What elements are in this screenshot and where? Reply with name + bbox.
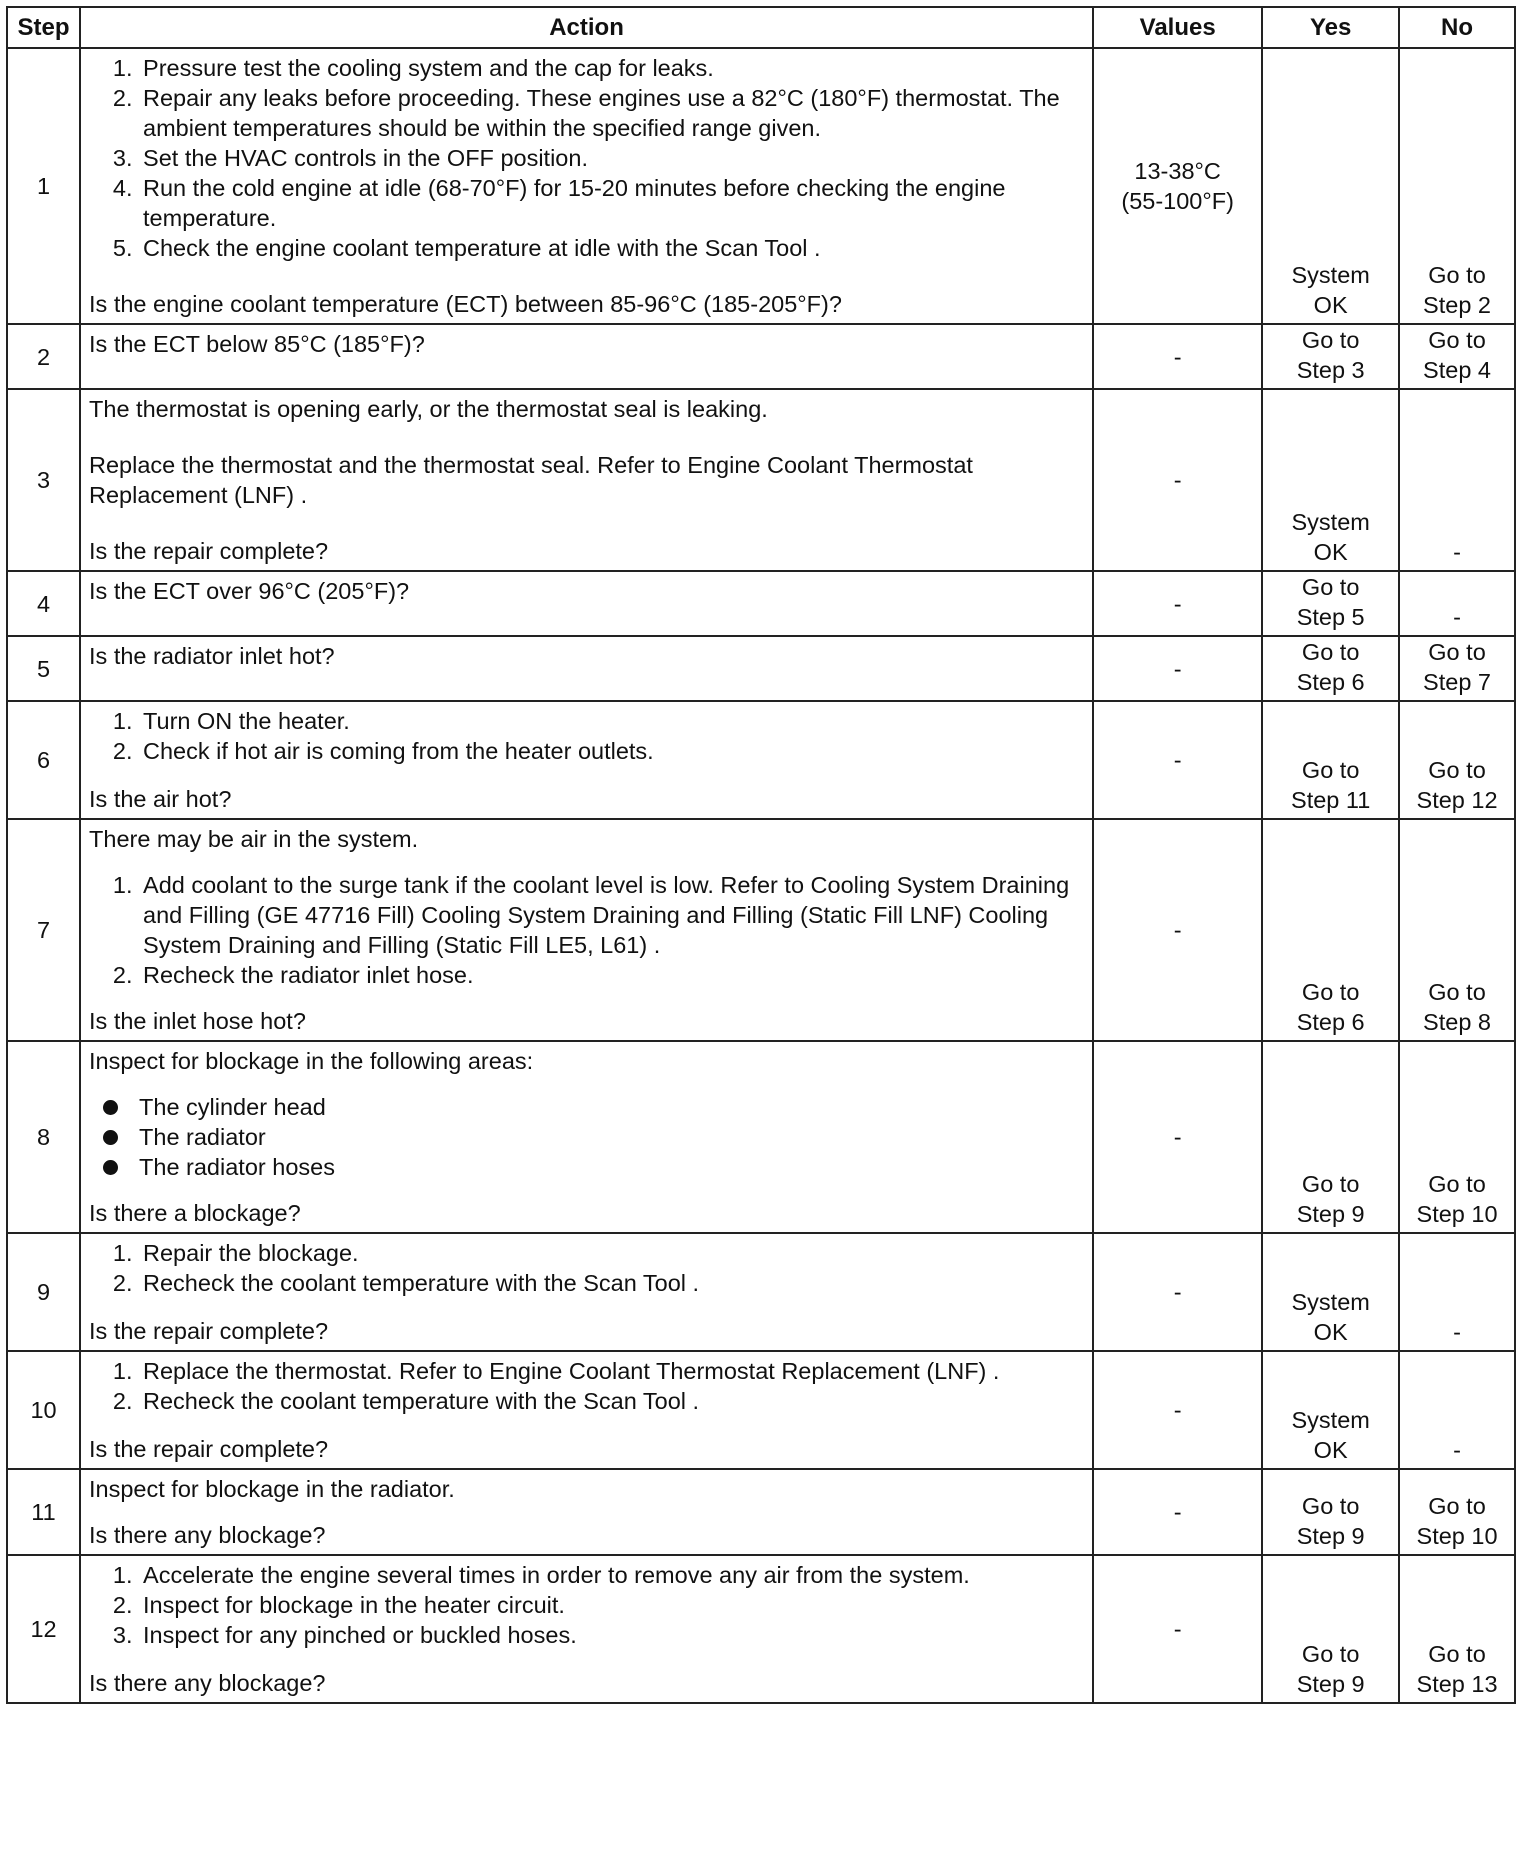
yes-text: OK (1313, 1319, 1348, 1345)
question: Is the inlet hose hot? (89, 1008, 306, 1034)
no-text: Go to (1428, 1493, 1486, 1519)
no-cell[interactable] (1399, 636, 1515, 701)
no-cell[interactable] (1399, 1041, 1515, 1233)
action-cell (80, 389, 1093, 571)
no-cell[interactable] (1399, 701, 1515, 819)
values-cell (1093, 48, 1262, 324)
intro-text: Inspect for blockage in the radiator. (89, 1476, 455, 1502)
yes-text: Go to (1301, 1641, 1360, 1667)
list-item: The radiator (139, 1122, 1084, 1152)
yes-text: Step 5 (1296, 604, 1365, 630)
action-list (89, 1560, 1084, 1650)
action-cell (80, 48, 1093, 324)
list-item: 5. Check the engine coolant temperature at idle with the Scan Tool . (139, 233, 1084, 263)
yes-text: OK (1313, 1437, 1348, 1463)
yes-cell[interactable] (1262, 571, 1399, 636)
question: Is the repair complete? (89, 538, 329, 564)
no-text: Go to (1428, 327, 1486, 353)
yes-cell[interactable] (1262, 1233, 1399, 1351)
list-item: 3. Inspect for any pinched or buckled hoses. (139, 1620, 1084, 1650)
header-no: No (1399, 7, 1515, 48)
no-text: Step 4 (1423, 357, 1491, 383)
no-text: Step 10 (1416, 1523, 1498, 1549)
step-number: 3 (7, 389, 80, 571)
value-celsius: 13-38°C (1134, 158, 1221, 184)
yes-text: Step 6 (1296, 669, 1365, 695)
list-item: 4. Run the cold engine at idle (68-70°F) for 15-20 minutes before checking the engine temperature. (139, 173, 1084, 233)
header-values: Values (1093, 7, 1262, 48)
header-yes: Yes (1262, 7, 1399, 48)
no-cell[interactable] (1399, 48, 1515, 324)
list-item: 3. Set the HVAC controls in the OFF position. (139, 143, 1084, 173)
yes-text: System (1291, 262, 1370, 288)
header-step: Step (7, 7, 80, 48)
value-fahrenheit: (55-100°F) (1121, 188, 1234, 214)
values-cell: - (1093, 1351, 1262, 1469)
step-number: 1 (7, 48, 80, 324)
intro-text: There may be air in the system. (89, 826, 419, 852)
no-text: Go to (1428, 639, 1486, 665)
table-row (7, 1469, 1515, 1555)
values-cell: - (1093, 1041, 1262, 1233)
step-number: 2 (7, 324, 80, 389)
no-text: Step 8 (1423, 1009, 1491, 1035)
table-row (7, 324, 1515, 389)
intro-text: Inspect for blockage in the following areas: (89, 1048, 534, 1074)
action-list (89, 1356, 1084, 1416)
no-cell[interactable]: - (1399, 1233, 1515, 1351)
question: Is there any blockage? (89, 1522, 326, 1548)
action-cell (80, 1555, 1093, 1703)
yes-text: OK (1313, 292, 1348, 318)
action-list (89, 53, 1084, 263)
action-list (89, 870, 1084, 990)
action-cell (80, 1233, 1093, 1351)
header-row (7, 7, 1515, 48)
step-number: 5 (7, 636, 80, 701)
yes-cell[interactable] (1262, 636, 1399, 701)
values-cell: - (1093, 1233, 1262, 1351)
no-text: Step 2 (1423, 292, 1491, 318)
step-number: 8 (7, 1041, 80, 1233)
list-item: 2. Inspect for blockage in the heater circuit. (139, 1590, 1084, 1620)
yes-cell[interactable] (1262, 1041, 1399, 1233)
values-cell: - (1093, 324, 1262, 389)
no-cell[interactable] (1399, 1555, 1515, 1703)
yes-text: Step 3 (1296, 357, 1365, 383)
yes-text: Step 11 (1291, 787, 1371, 813)
no-cell[interactable]: - (1399, 571, 1515, 636)
question: Is the radiator inlet hot? (89, 643, 335, 669)
action-list (89, 706, 1084, 766)
action-cell (80, 1351, 1093, 1469)
question: Is there a blockage? (89, 1200, 301, 1226)
no-cell[interactable] (1399, 1469, 1515, 1555)
no-text: Step 13 (1416, 1671, 1498, 1697)
no-text: Step 7 (1423, 669, 1491, 695)
no-cell[interactable]: - (1399, 1351, 1515, 1469)
no-text: Go to (1428, 757, 1486, 783)
step-number: 12 (7, 1555, 80, 1703)
no-text: Go to (1428, 262, 1486, 288)
list-item: 1. Turn ON the heater. (139, 706, 1084, 736)
list-item: 2. Check if hot air is coming from the heater outlets. (139, 736, 1084, 766)
bullet-list (89, 1092, 1084, 1182)
yes-text: System (1291, 1289, 1370, 1315)
no-text: Step 10 (1416, 1201, 1498, 1227)
instruction-text: Replace the thermostat and the thermostat seal. Refer to Engine Coolant Thermostat Replacement (LNF) . (89, 452, 973, 508)
step-number: 4 (7, 571, 80, 636)
table-row (7, 819, 1515, 1041)
question: Is the air hot? (89, 786, 232, 812)
question: Is there any blockage? (89, 1670, 326, 1696)
action-cell (80, 571, 1093, 636)
yes-text: Go to (1301, 1493, 1360, 1519)
yes-text: Go to (1301, 979, 1360, 1005)
question: Is the ECT below 85°C (185°F)? (89, 331, 425, 357)
yes-cell[interactable] (1262, 701, 1399, 819)
yes-text: Step 9 (1296, 1671, 1365, 1697)
list-item: 2. Recheck the coolant temperature with the Scan Tool . (139, 1386, 1084, 1416)
yes-text: System (1291, 509, 1370, 535)
values-cell: - (1093, 389, 1262, 571)
table-row (7, 636, 1515, 701)
list-item: 1. Replace the thermostat. Refer to Engine Coolant Thermostat Replacement (LNF) . (139, 1356, 1084, 1386)
yes-text: System (1291, 1407, 1370, 1433)
yes-cell[interactable] (1262, 1351, 1399, 1469)
table-row (7, 571, 1515, 636)
yes-cell[interactable] (1262, 819, 1399, 1041)
no-text: Go to (1428, 979, 1486, 1005)
question: Is the repair complete? (89, 1436, 329, 1462)
step-number: 6 (7, 701, 80, 819)
yes-text: Go to (1301, 574, 1360, 600)
question: Is the ECT over 96°C (205°F)? (89, 578, 410, 604)
diagnostic-page (6, 6, 1516, 1704)
yes-cell[interactable] (1262, 1555, 1399, 1703)
list-item: 1. Accelerate the engine several times in order to remove any air from the system. (139, 1560, 1084, 1590)
yes-text: Go to (1301, 757, 1360, 783)
action-cell (80, 636, 1093, 701)
yes-text: Step 9 (1296, 1523, 1365, 1549)
yes-text: OK (1313, 539, 1348, 565)
values-cell: - (1093, 819, 1262, 1041)
list-item: 2. Recheck the coolant temperature with the Scan Tool . (139, 1268, 1084, 1298)
no-cell[interactable] (1399, 324, 1515, 389)
table-row (7, 48, 1515, 324)
action-cell (80, 701, 1093, 819)
question: Is the engine coolant temperature (ECT) between 85-96°C (185-205°F)? (89, 291, 842, 317)
yes-text: Go to (1301, 1171, 1360, 1197)
yes-text: Go to (1301, 639, 1360, 665)
list-item: 1. Repair the blockage. (139, 1238, 1084, 1268)
values-cell: - (1093, 701, 1262, 819)
step-number: 7 (7, 819, 80, 1041)
list-item: The cylinder head (139, 1092, 1084, 1122)
table-row (7, 1351, 1515, 1469)
action-list (89, 1238, 1084, 1298)
header-action: Action (80, 7, 1093, 48)
list-item: 2. Repair any leaks before proceeding. These engines use a 82°C (180°F) thermostat. The ambient temperatures should be within the specified range given. (139, 83, 1084, 143)
values-cell: - (1093, 1469, 1262, 1555)
values-cell: - (1093, 1555, 1262, 1703)
no-text: Go to (1428, 1171, 1486, 1197)
action-cell (80, 324, 1093, 389)
step-number: 10 (7, 1351, 80, 1469)
no-text: Go to (1428, 1641, 1486, 1667)
action-cell (80, 819, 1093, 1041)
table-row (7, 389, 1515, 571)
diagnostic-table (6, 6, 1516, 1704)
yes-text: Step 9 (1296, 1201, 1365, 1227)
yes-cell[interactable] (1262, 1469, 1399, 1555)
list-item: 2. Recheck the radiator inlet hose. (139, 960, 1084, 990)
yes-cell[interactable] (1262, 48, 1399, 324)
list-item: The radiator hoses (139, 1152, 1084, 1182)
table-row (7, 1041, 1515, 1233)
values-cell: - (1093, 571, 1262, 636)
step-number: 11 (7, 1469, 80, 1555)
no-cell[interactable]: - (1399, 389, 1515, 571)
step-number: 9 (7, 1233, 80, 1351)
no-cell[interactable] (1399, 819, 1515, 1041)
no-text: Step 12 (1416, 787, 1498, 813)
values-cell: - (1093, 636, 1262, 701)
yes-cell[interactable] (1262, 324, 1399, 389)
yes-text: Step 6 (1296, 1009, 1365, 1035)
table-row (7, 701, 1515, 819)
table-row (7, 1555, 1515, 1703)
list-item: 1. Add coolant to the surge tank if the coolant level is low. Refer to Cooling System Draining and Filling (GE 47716 Fill) Cooling System Draining and Filling (Static Fill LNF) Cooling System Draining and Filling (Static Fill LE5, L61) . (139, 870, 1084, 960)
question: Is the repair complete? (89, 1318, 329, 1344)
action-cell (80, 1469, 1093, 1555)
yes-text: Go to (1301, 327, 1360, 353)
yes-cell[interactable] (1262, 389, 1399, 571)
table-row (7, 1233, 1515, 1351)
list-item: 1. Pressure test the cooling system and the cap for leaks. (139, 53, 1084, 83)
intro-text: The thermostat is opening early, or the thermostat seal is leaking. (89, 396, 768, 422)
action-cell (80, 1041, 1093, 1233)
